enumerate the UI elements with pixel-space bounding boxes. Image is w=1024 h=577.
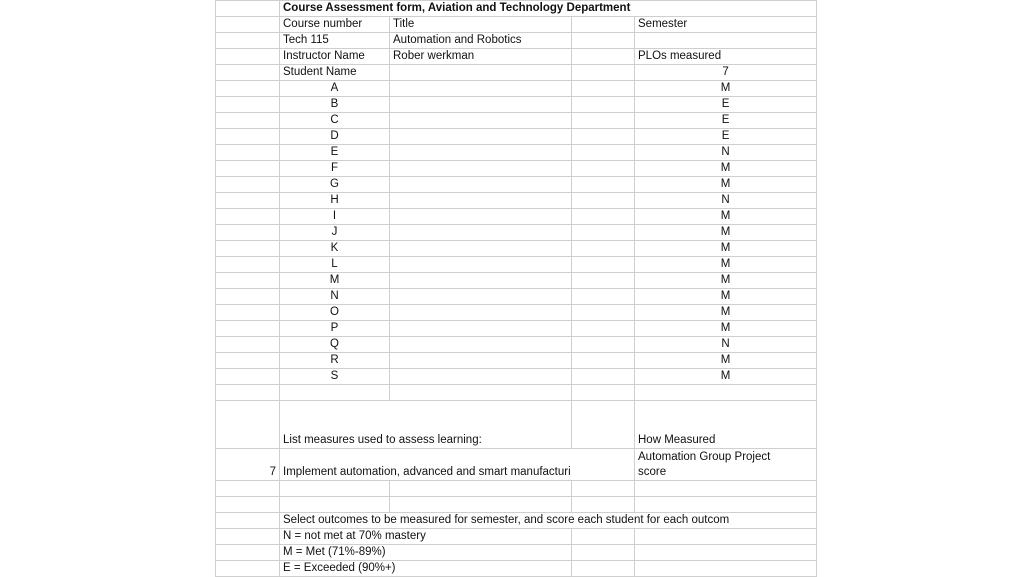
cell[interactable]	[572, 337, 635, 353]
instructor-name-value[interactable]: Rober werkman	[390, 49, 572, 65]
cell[interactable]	[390, 129, 572, 145]
student-score[interactable]: M	[635, 209, 817, 225]
cell[interactable]	[280, 497, 390, 513]
cell[interactable]	[390, 193, 572, 209]
cell[interactable]	[216, 193, 280, 209]
student-score[interactable]: N	[635, 337, 817, 353]
student-row	[216, 353, 817, 369]
spreadsheet-grid	[215, 0, 816, 576]
student-score[interactable]: M	[635, 161, 817, 177]
cell[interactable]	[572, 497, 635, 513]
cell[interactable]	[572, 529, 635, 545]
cell[interactable]	[216, 513, 280, 529]
student-name[interactable]: J	[280, 225, 390, 241]
cell[interactable]	[216, 209, 280, 225]
cell[interactable]	[390, 321, 572, 337]
student-score[interactable]: E	[635, 97, 817, 113]
student-row	[216, 273, 817, 289]
student-name[interactable]: N	[280, 289, 390, 305]
student-name[interactable]: H	[280, 193, 390, 209]
student-score[interactable]: M	[635, 273, 817, 289]
measure-description[interactable]: Implement automation, advanced and smart manufacturi	[280, 449, 635, 481]
cell[interactable]	[216, 337, 280, 353]
how-measured-label[interactable]: How Measured	[635, 401, 817, 449]
student-name[interactable]: F	[280, 161, 390, 177]
cell[interactable]	[572, 353, 635, 369]
student-name[interactable]: G	[280, 177, 390, 193]
legend-met[interactable]: M = Met (71%-89%)	[280, 545, 572, 561]
cell[interactable]	[216, 497, 280, 513]
cell[interactable]	[572, 369, 635, 385]
cell[interactable]	[572, 561, 635, 577]
student-score[interactable]: M	[635, 81, 817, 97]
cell[interactable]	[216, 529, 280, 545]
student-name[interactable]: O	[280, 305, 390, 321]
cell[interactable]	[216, 145, 280, 161]
cell[interactable]	[572, 289, 635, 305]
cell[interactable]	[390, 241, 572, 257]
student-score[interactable]: M	[635, 177, 817, 193]
cell[interactable]	[390, 97, 572, 113]
cell[interactable]	[280, 481, 390, 497]
student-row	[216, 129, 817, 145]
cell[interactable]	[216, 321, 280, 337]
plos-measured-label[interactable]: PLOs measured	[635, 49, 817, 65]
select-outcomes-instruction[interactable]: Select outcomes to be measured for semester, and score each student for each outcom	[280, 513, 817, 529]
cell[interactable]	[572, 385, 635, 401]
course-title-value[interactable]: Automation and Robotics	[390, 33, 572, 49]
cell[interactable]	[216, 113, 280, 129]
cell[interactable]	[390, 81, 572, 97]
cell[interactable]	[216, 289, 280, 305]
cell[interactable]	[572, 401, 635, 449]
cell[interactable]	[572, 33, 635, 49]
student-score[interactable]: N	[635, 193, 817, 209]
student-name[interactable]: S	[280, 369, 390, 385]
student-row	[216, 321, 817, 337]
student-name[interactable]: B	[280, 97, 390, 113]
cell[interactable]	[390, 145, 572, 161]
cell[interactable]	[572, 177, 635, 193]
title-label[interactable]: Title	[390, 17, 572, 33]
cell[interactable]	[216, 401, 280, 449]
student-row	[216, 241, 817, 257]
student-row	[216, 257, 817, 273]
cell[interactable]	[390, 273, 572, 289]
student-score[interactable]: M	[635, 289, 817, 305]
cell[interactable]	[390, 161, 572, 177]
cell[interactable]	[572, 225, 635, 241]
student-row	[216, 161, 817, 177]
student-name[interactable]: E	[280, 145, 390, 161]
student-name[interactable]: Q	[280, 337, 390, 353]
measure-method-line1: Automation Group Project	[638, 451, 771, 463]
student-name[interactable]: K	[280, 241, 390, 257]
student-row	[216, 225, 817, 241]
cell[interactable]	[216, 1, 280, 17]
measure-method[interactable]	[635, 449, 817, 481]
semester-value[interactable]	[635, 33, 817, 49]
student-score[interactable]: E	[635, 113, 817, 129]
student-name[interactable]: L	[280, 257, 390, 273]
cell[interactable]	[635, 385, 817, 401]
legend-exceeded[interactable]: E = Exceeded (90%+)	[280, 561, 572, 577]
measures-list-label[interactable]: List measures used to assess learning:	[280, 401, 572, 449]
student-row	[216, 209, 817, 225]
cell[interactable]	[390, 353, 572, 369]
cell[interactable]	[216, 129, 280, 145]
student-row	[216, 369, 817, 385]
student-score[interactable]: N	[635, 145, 817, 161]
cell[interactable]	[572, 129, 635, 145]
cell[interactable]	[390, 289, 572, 305]
student-name[interactable]: I	[280, 209, 390, 225]
cell[interactable]	[572, 17, 635, 33]
student-name[interactable]: M	[280, 273, 390, 289]
student-row	[216, 289, 817, 305]
cell[interactable]	[216, 273, 280, 289]
cell[interactable]	[572, 209, 635, 225]
cell[interactable]	[572, 113, 635, 129]
cell[interactable]	[216, 369, 280, 385]
student-row	[216, 305, 817, 321]
assessment-table	[215, 0, 817, 577]
cell[interactable]	[635, 481, 817, 497]
form-title[interactable]: Course Assessment form, Aviation and Technology Department	[280, 1, 817, 17]
cell[interactable]	[390, 497, 572, 513]
course-number-value[interactable]: Tech 115	[280, 33, 390, 49]
cell[interactable]	[216, 161, 280, 177]
student-row	[216, 113, 817, 129]
cell[interactable]	[390, 257, 572, 273]
cell[interactable]	[216, 177, 280, 193]
cell[interactable]	[390, 369, 572, 385]
student-score[interactable]: M	[635, 353, 817, 369]
cell[interactable]	[572, 321, 635, 337]
student-row	[216, 193, 817, 209]
cell[interactable]	[390, 481, 572, 497]
cell[interactable]	[572, 241, 635, 257]
cell[interactable]	[635, 561, 817, 577]
cell[interactable]	[390, 113, 572, 129]
measure-method-line2: score	[638, 466, 667, 478]
student-score[interactable]: E	[635, 129, 817, 145]
semester-label[interactable]: Semester	[635, 17, 817, 33]
cell[interactable]	[216, 33, 280, 49]
cell[interactable]	[572, 161, 635, 177]
cell[interactable]	[216, 305, 280, 321]
cell[interactable]	[216, 17, 280, 33]
student-name[interactable]: R	[280, 353, 390, 369]
cell[interactable]	[390, 177, 572, 193]
cell[interactable]	[572, 545, 635, 561]
student-name[interactable]: P	[280, 321, 390, 337]
cell[interactable]	[390, 305, 572, 321]
cell[interactable]	[572, 65, 635, 81]
cell[interactable]	[390, 209, 572, 225]
student-row	[216, 97, 817, 113]
student-row	[216, 177, 817, 193]
measure-plo-number[interactable]: 7	[216, 449, 280, 481]
cell[interactable]	[216, 49, 280, 65]
cell[interactable]	[572, 145, 635, 161]
student-row	[216, 337, 817, 353]
cell[interactable]	[572, 305, 635, 321]
cell[interactable]	[572, 193, 635, 209]
cell[interactable]	[216, 385, 280, 401]
student-score[interactable]: M	[635, 321, 817, 337]
student-name[interactable]: A	[280, 81, 390, 97]
cell[interactable]	[572, 257, 635, 273]
cell[interactable]	[572, 481, 635, 497]
student-row	[216, 81, 817, 97]
cell[interactable]	[572, 81, 635, 97]
cell[interactable]	[390, 225, 572, 241]
cell[interactable]	[216, 65, 280, 81]
cell[interactable]	[216, 225, 280, 241]
course-number-label[interactable]: Course number	[280, 17, 390, 33]
student-row	[216, 145, 817, 161]
cell[interactable]	[572, 273, 635, 289]
student-score[interactable]: M	[635, 305, 817, 321]
plo-number[interactable]: 7	[635, 65, 817, 81]
cell[interactable]	[390, 385, 572, 401]
cell[interactable]	[216, 545, 280, 561]
cell[interactable]	[216, 241, 280, 257]
student-name[interactable]: C	[280, 113, 390, 129]
student-score[interactable]: M	[635, 225, 817, 241]
cell[interactable]	[216, 97, 280, 113]
cell[interactable]	[635, 545, 817, 561]
cell[interactable]	[216, 353, 280, 369]
instructor-name-label[interactable]: Instructor Name	[280, 49, 390, 65]
cell[interactable]	[280, 385, 390, 401]
cell[interactable]	[216, 561, 280, 577]
student-name-label[interactable]: Student Name	[280, 65, 390, 81]
student-score[interactable]: M	[635, 257, 817, 273]
student-score[interactable]: M	[635, 369, 817, 385]
student-score[interactable]: M	[635, 241, 817, 257]
cell[interactable]	[390, 65, 572, 81]
cell[interactable]	[635, 529, 817, 545]
cell[interactable]	[216, 81, 280, 97]
cell[interactable]	[635, 497, 817, 513]
cell[interactable]	[216, 257, 280, 273]
cell[interactable]	[572, 97, 635, 113]
cell[interactable]	[390, 337, 572, 353]
student-name[interactable]: D	[280, 129, 390, 145]
legend-not-met[interactable]: N = not met at 70% mastery	[280, 529, 572, 545]
cell[interactable]	[572, 49, 635, 65]
cell[interactable]	[216, 481, 280, 497]
